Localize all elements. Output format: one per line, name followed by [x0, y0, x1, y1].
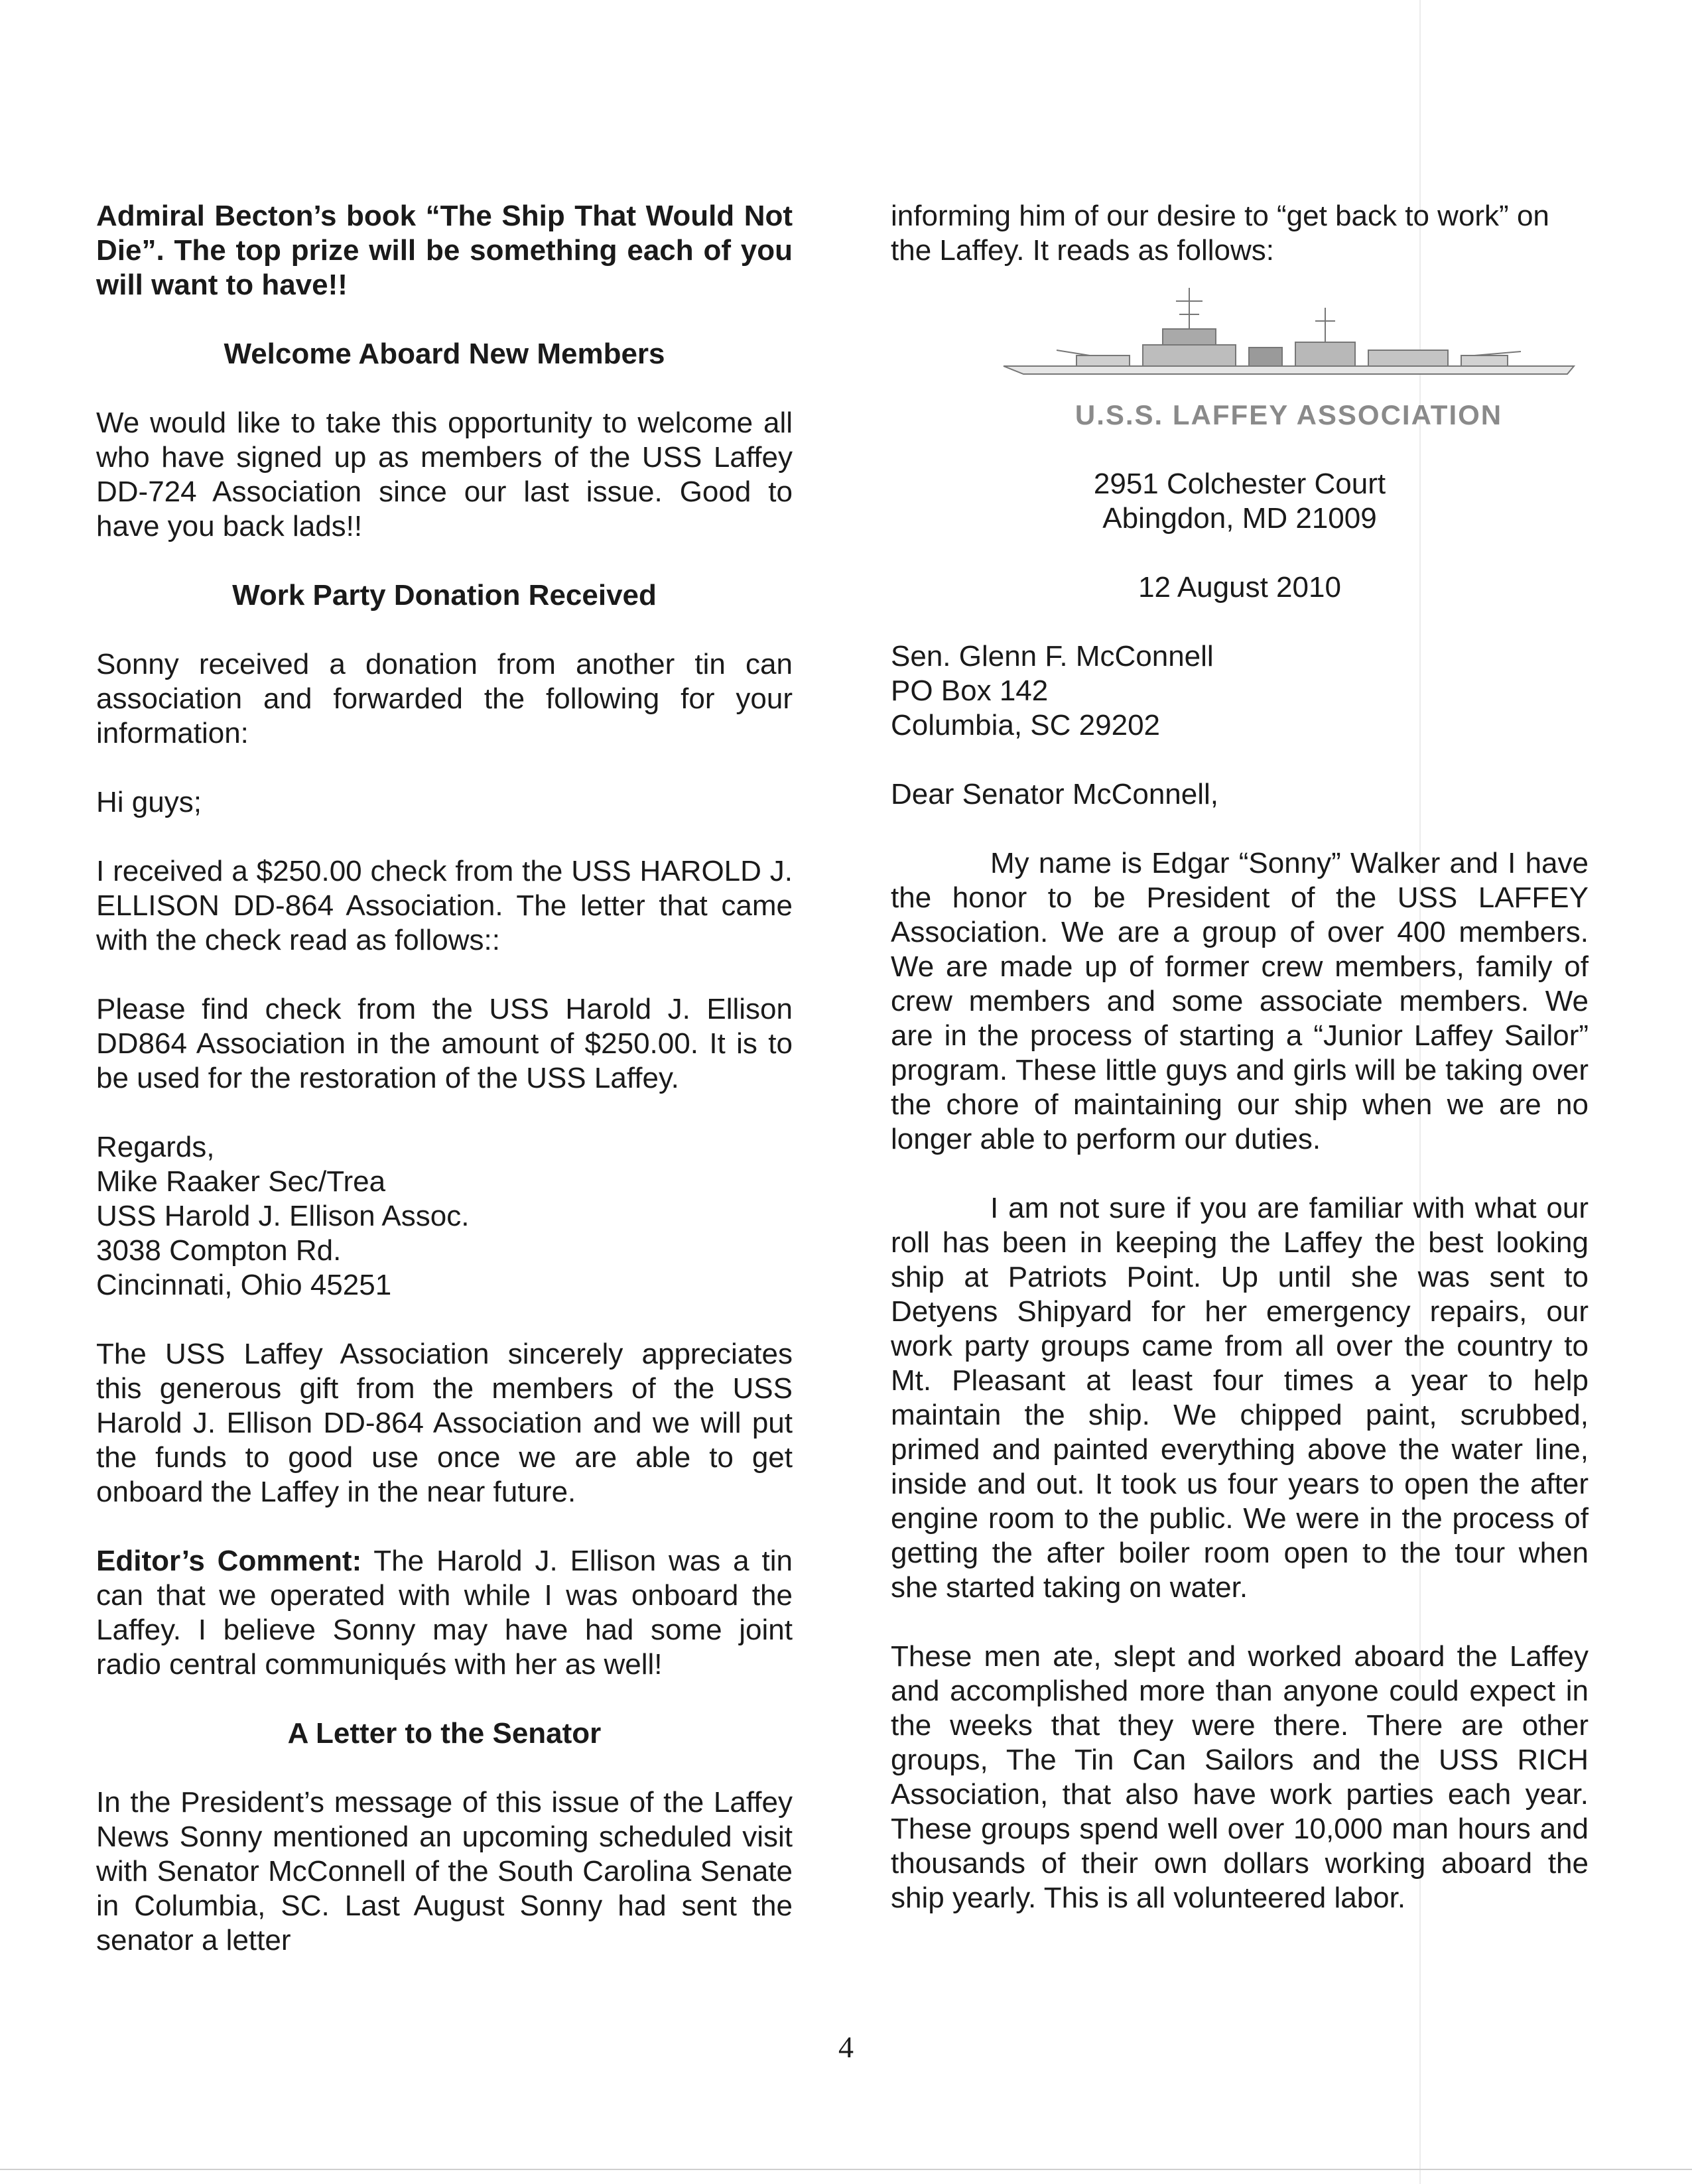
donation-paragraph-3: Please find check from the USS Harold J. Ellison DD864 Association in the amount of $250.00. It is to be used for the restoration of the USS Laffey.	[96, 993, 793, 1094]
donation-paragraph-4: The USS Laffey Association sincerely appreciates this generous gift from the members of the USS Harold J. Ellison DD-864 Association and we will put the funds to good use once we are able to get onboard the Laffey in the near future.	[96, 1338, 793, 1508]
donation-paragraph-1: Sonny received a donation from another tin can association and forwarded the following for your information:	[96, 648, 793, 749]
recipient-line: PO Box 142	[891, 674, 1049, 707]
continuation-paragraph: informing him of our desire to “get back to work” on the Laffey. It reads as follows:	[891, 200, 1549, 267]
recipient-line: Sen. Glenn F. McConnell	[891, 640, 1214, 673]
donation-heading: Work Party Donation Received	[232, 579, 657, 611]
welcome-heading: Welcome Aboard New Members	[224, 338, 665, 370]
signature-line: Cincinnati, Ohio 45251	[96, 1269, 392, 1301]
letter-paragraph-1: My name is Edgar “Sonny” Walker and I have the honor to be President of the USS LAFFEY Association. We are a group of over 400 members. We are made up of former crew members, family of crew members and some associate members. We are in the process of starting a “Junior Laffey Sailor” program. These little guys and girls will be taking over the chore of maintaining our ship when we are no longer able to perform our duties.	[891, 847, 1589, 1155]
donation-signature	[96, 1130, 793, 1303]
senator-paragraph: In the President’s message of this issue of the Laffey News Sonny mentioned an upcoming scheduled visit with Senator McConnell of the South Carolina Senate in Columbia, SC. Last August Sonny had sent the senator a letter	[96, 1786, 793, 1957]
signature-line: 3038 Compton Rd.	[96, 1234, 342, 1267]
letter-paragraph-3: These men ate, slept and worked aboard the Laffey and accomplished more than anyone could expect in the weeks that they were there. There are other groups, The Tin Can Sailors and the USS RICH Association, that also have work parties each year. These groups spend well over 10,000 man hours and thousands of their own dollars working aboard the ship yearly. This is all volunteered labor.	[891, 1640, 1589, 1914]
senator-heading: A Letter to the Senator	[287, 1717, 602, 1750]
letter-paragraph-2: I am not sure if you are familiar with what our roll has been in keeping the Laffey the best looking ship at Patriots Point. Up until she was sent to Detyens Shipyard for her emergency repairs, our work party groups came from all over the country to Mt. Pleasant at least four times a year to help maintain the ship. We chipped paint, scrubbed, primed and painted everything above the water line, inside and out. It took us four years to open the after engine room to the public. We were in the process of getting the after boiler room open to the tour when she started taking on water.	[891, 1192, 1589, 1604]
right-column	[891, 199, 1589, 1915]
sender-address-line: 2951 Colchester Court	[1093, 468, 1386, 500]
left-column	[96, 199, 793, 1958]
bottom-border-line	[0, 2169, 1692, 2170]
donation-paragraph-2: I received a $250.00 check from the USS HAROLD J. ELLISON DD-864 Association. The letter that came with the check read as follows::	[96, 855, 793, 956]
salutation: Dear Senator McConnell,	[891, 778, 1219, 810]
editor-comment-text: The Harold J. Ellison was a tin can that we operated with while I was onboard the Laffey. I believe Sonny may have had some joint radio central communiqués with her as well!	[96, 1545, 793, 1681]
association-name: U.S.S. LAFFEY ASSOCIATION	[1074, 399, 1503, 430]
welcome-paragraph: We would like to take this opportunity to welcome all who have signed up as members of the USS Laffey DD-724 Association since our last issue. Good to have you back lads!!	[96, 407, 793, 543]
donation-greeting: Hi guys;	[96, 786, 202, 818]
page-number: 4	[838, 2030, 854, 2064]
sender-address	[891, 467, 1589, 536]
ship-illustration	[997, 281, 1581, 394]
letterhead	[957, 281, 1620, 432]
letter-date: 12 August 2010	[1138, 571, 1341, 604]
recipient-address	[891, 639, 1589, 743]
sender-address-line: Abingdon, MD 21009	[1102, 502, 1377, 535]
signature-line: Regards,	[96, 1131, 215, 1163]
editor-comment-label: Editor’s Comment:	[96, 1545, 362, 1577]
signature-line: USS Harold J. Ellison Assoc.	[96, 1200, 470, 1232]
recipient-line: Columbia, SC 29202	[891, 709, 1161, 741]
signature-line: Mike Raaker Sec/Trea	[96, 1165, 386, 1198]
editor-comment	[96, 1544, 793, 1682]
intro-bold-paragraph: Admiral Becton’s book “The Ship That Would Not Die”. The top prize will be something each of you will want to have!!	[96, 200, 793, 301]
